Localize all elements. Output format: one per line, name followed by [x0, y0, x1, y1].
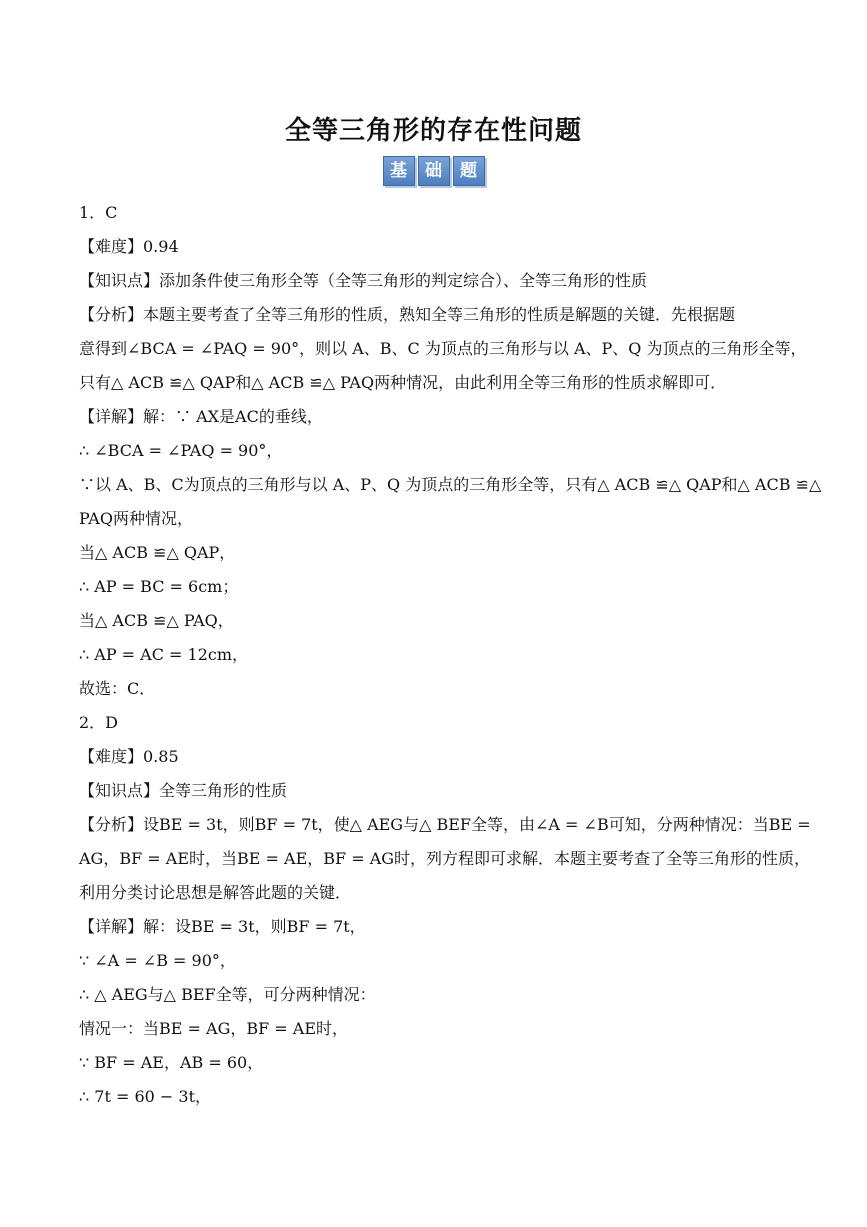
solution-line: ∴ AP = AC = 12cm， [79, 645, 249, 664]
section-badge [0, 156, 867, 186]
solution-line: PAQ两种情况， [79, 509, 193, 528]
knowledge-point-line: 【知识点】全等三角形的性质 [79, 781, 288, 800]
solution-line: ∴ 7t = 60 − 3t， [79, 1087, 212, 1106]
solution-line: 情况一：当BE = AG，BF = AE时， [79, 1019, 349, 1038]
solution-line: 当△ ACB ≌△ QAP， [79, 543, 236, 562]
page-title: 全等三角形的存在性问题 [284, 116, 582, 146]
analysis-line: 利用分类讨论思想是解答此题的关键． [79, 883, 352, 902]
solution-line: ∵ ∠A = ∠B = 90°， [79, 951, 236, 970]
solution-line: ∴ AP = BC = 6cm； [79, 577, 239, 596]
solution-line: 【详解】解：设BE = 3t，则BF = 7t， [79, 917, 366, 936]
badge-char: 基 [383, 156, 415, 186]
question-number: 2．D [79, 713, 119, 732]
badge-char: 题 [453, 156, 485, 186]
answer-line: 故选：C． [79, 679, 156, 698]
solution-line: 当△ ACB ≌△ PAQ， [79, 611, 234, 630]
badge-char: 础 [418, 156, 450, 186]
solution-line: ∵ BF = AE，AB = 60， [79, 1053, 264, 1072]
analysis-line: 只有△ ACB ≌△ QAP和△ ACB ≌△ PAQ两种情况，由此利用全等三角形的性质求解即可． [79, 373, 727, 392]
question-number: 1．C [79, 203, 118, 222]
solution-line: ∵以 A、B、C为顶点的三角形与以 A、P、Q 为顶点的三角形全等，只有△ ACB ≌△ QAP和△ ACB ≌△ [79, 475, 822, 494]
solution-line: ∴ △ AEG与△ BEF全等，可分两种情况： [79, 985, 376, 1004]
analysis-line: AG，BF = AE时，当BE = AE，BF = AG时，列方程即可求解．本题主要考查了全等三角形的性质， [79, 849, 811, 868]
difficulty-line: 【难度】0.85 [79, 747, 179, 766]
solution-body [79, 196, 822, 1114]
difficulty-line: 【难度】0.94 [79, 237, 179, 256]
solution-line: ∴ ∠BCA = ∠PAQ = 90°， [79, 441, 283, 460]
analysis-line: 【分析】本题主要考查了全等三角形的性质，熟知全等三角形的性质是解题的关键．先根据题 [79, 305, 736, 324]
solution-line: 【详解】解：∵ AX是AC的垂线， [79, 407, 323, 426]
analysis-line: 意得到∠BCA = ∠PAQ = 90°，则以 A、B、C 为顶点的三角形与以 A、P、Q 为顶点的三角形全等， [79, 339, 807, 358]
knowledge-point-line: 【知识点】添加条件使三角形全等（全等三角形的判定综合）、全等三角形的性质 [79, 271, 648, 290]
analysis-line: 【分析】设BE = 3t，则BF = 7t，使△ AEG与△ BEF全等，由∠A = ∠B可知，分两种情况：当BE = [79, 815, 811, 834]
